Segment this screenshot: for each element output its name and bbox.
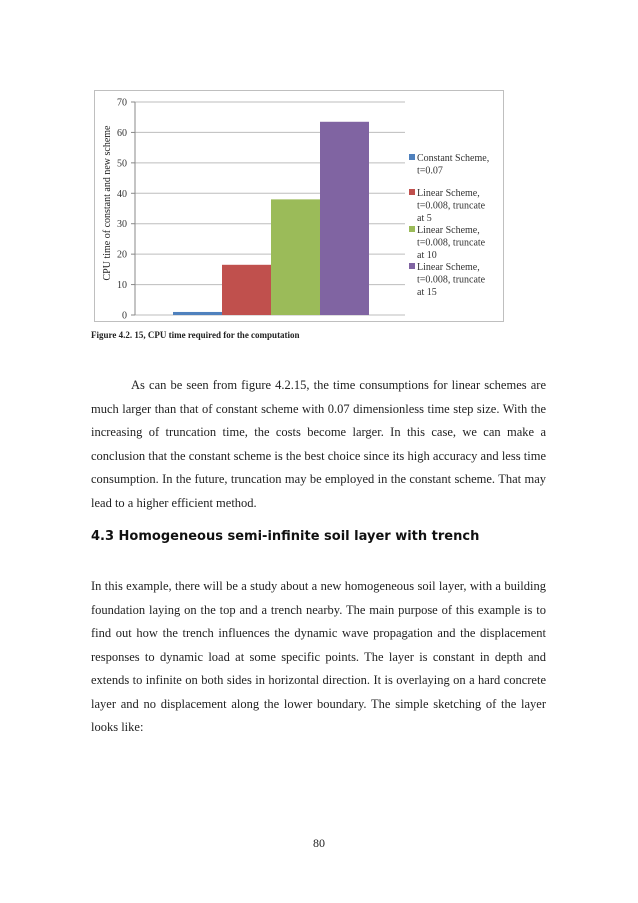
bar-2 xyxy=(222,265,271,315)
legend-swatch xyxy=(409,154,415,160)
legend-label: Linear Scheme, xyxy=(417,225,480,236)
paragraph-example-description: In this example, there will be a study about a new homogeneous soil layer, with a building foundation laying on the top and a trench nearby. The main purpose of this example is to find out how the trench influences the dynamic wave propagation and the displacement responses to dynamic load at some specific points. The layer is constant in depth and extends to infinite on both sides in horizontal direction. It is overlaying on a hard concrete layer and no displacement along the lower boundary. The simple sketching of the layer looks like: xyxy=(91,579,546,734)
legend-label: Linear Scheme, xyxy=(417,188,480,199)
y-tick-label: 0 xyxy=(122,310,127,322)
legend-label: Constant Scheme, xyxy=(417,153,490,164)
legend-swatch xyxy=(409,189,415,195)
chart-frame xyxy=(94,90,504,322)
y-tick-label: 10 xyxy=(117,280,127,292)
legend-label: t=0.008, truncate xyxy=(417,274,486,286)
legend-swatch xyxy=(409,226,415,232)
y-tick-label: 50 xyxy=(117,158,127,170)
legend-label: at 10 xyxy=(417,249,437,261)
bar-chart xyxy=(95,91,505,323)
bar-3 xyxy=(271,199,320,315)
legend-label: Linear Scheme, xyxy=(417,262,480,273)
bar-4 xyxy=(320,122,369,315)
legend-label: t=0.008, truncate xyxy=(417,237,486,249)
legend-swatch xyxy=(409,263,415,269)
y-tick-label: 20 xyxy=(117,249,127,261)
y-tick-label: 70 xyxy=(117,97,127,109)
y-tick-label: 40 xyxy=(117,188,127,200)
legend-label: at 15 xyxy=(417,286,437,298)
legend-label: t=0.07 xyxy=(417,165,443,177)
y-tick-label: 30 xyxy=(117,219,127,231)
bar-1 xyxy=(173,312,222,315)
legend-label: t=0.008, truncate xyxy=(417,200,486,212)
figure-caption: Figure 4.2. 15, CPU time required for the computation xyxy=(91,330,300,340)
y-axis-label: CPU time of constant and new scheme xyxy=(102,125,113,281)
section-heading: 4.3 Homogeneous semi-infinite soil layer with trench xyxy=(91,529,480,544)
paragraph-conclusion: As can be seen from figure 4.2.15, the time consumptions for linear schemes are much larger than that of constant scheme with 0.07 dimensionless time step size. With the increasing of truncation time, the costs become larger. In this case, we can make a conclusion that the constant scheme is the best choice since its high accuracy and less time consumption. In the future, truncation may be employed in the constant scheme. That may lead to a higher efficient method. xyxy=(91,378,546,510)
legend-label: at 5 xyxy=(417,212,432,224)
y-tick-label: 60 xyxy=(117,127,127,139)
page-number: 80 xyxy=(313,836,325,850)
